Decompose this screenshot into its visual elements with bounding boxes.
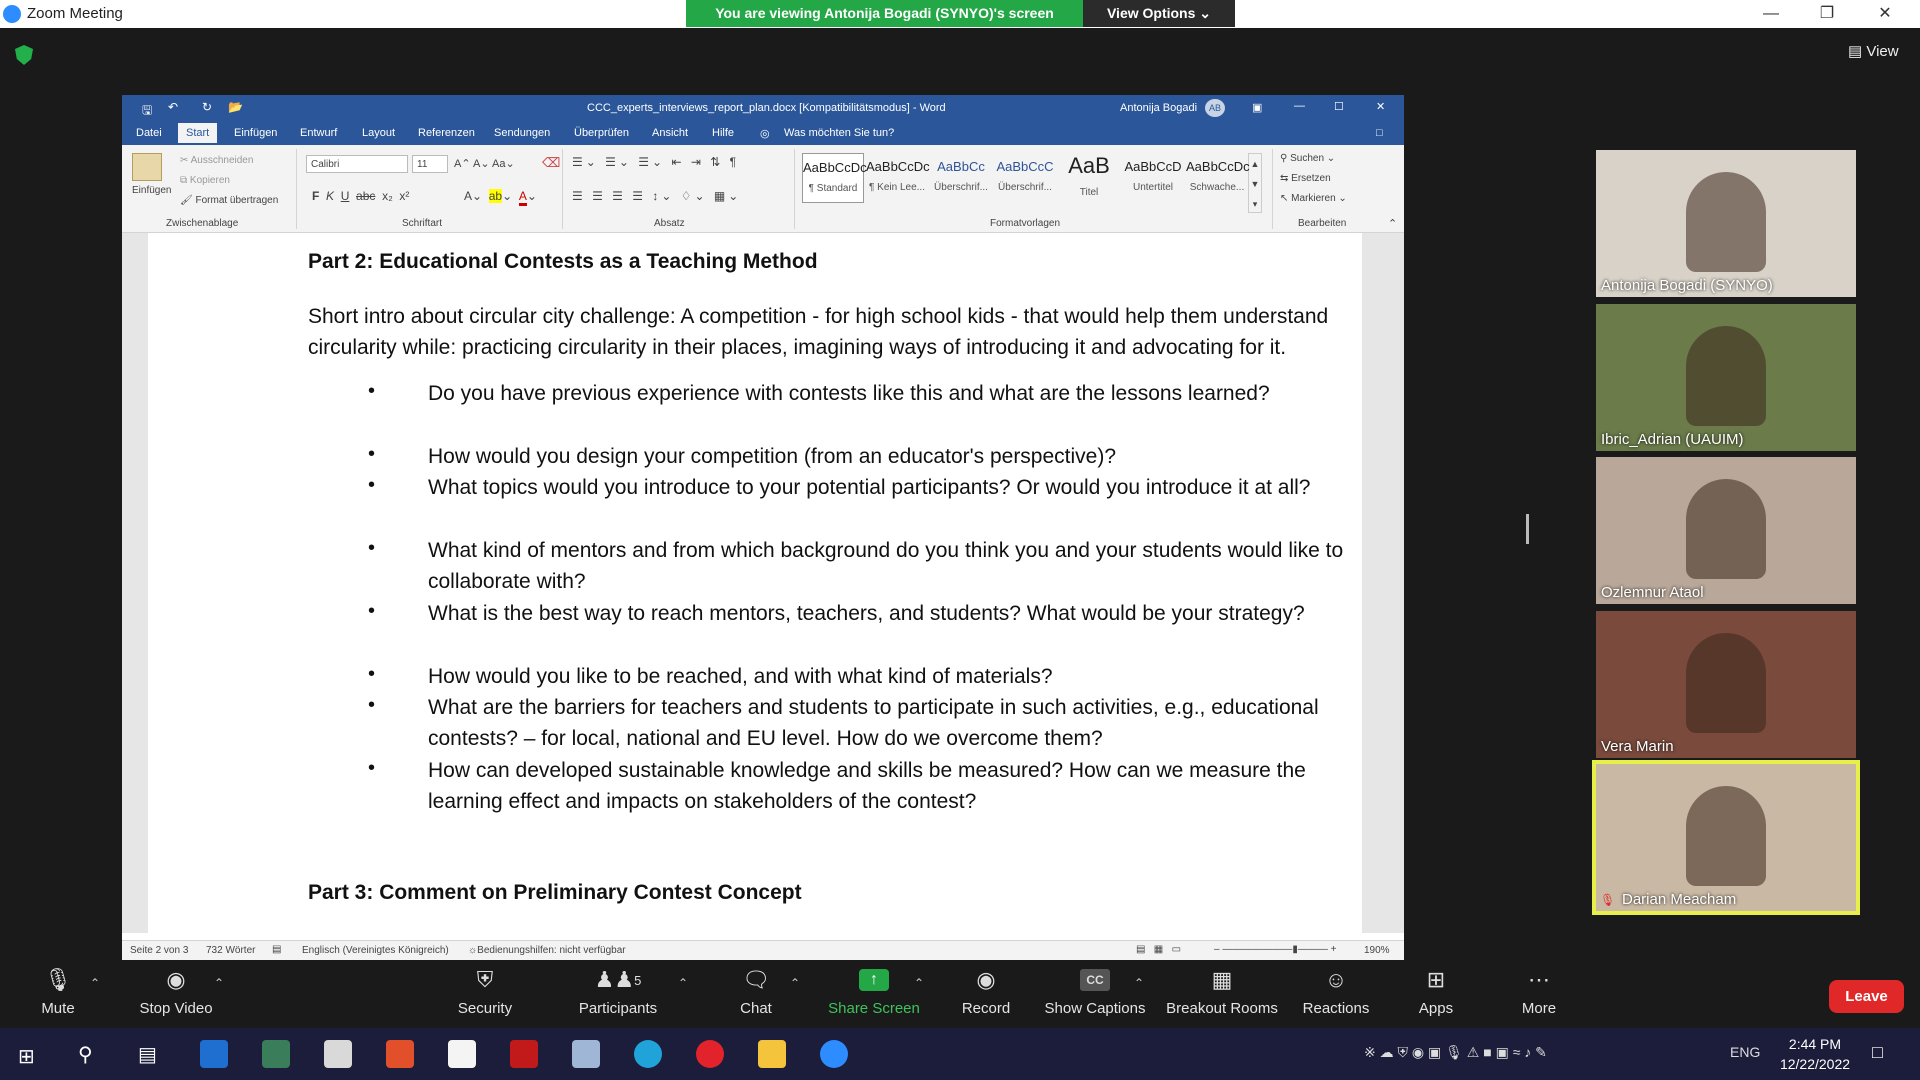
select-button[interactable]: ↖ Markieren ⌄ xyxy=(1280,193,1347,204)
zoom-slider[interactable]: – ———————▮——— + xyxy=(1214,944,1337,955)
bullet-icon: • xyxy=(368,474,376,496)
encryption-shield-icon[interactable] xyxy=(15,45,33,65)
tray-icons[interactable]: ※ ☁ ⛨ ◉ ▣ 🎙 ⚠ ■ ▣ ≈ ♪ ✎ xyxy=(1364,1044,1547,1060)
word-maximize-icon[interactable]: ☐ xyxy=(1334,101,1344,113)
bullet-icon: • xyxy=(368,663,376,685)
style-name: ¶ Kein Lee... xyxy=(869,182,925,193)
style-name: Überschrif... xyxy=(934,182,988,193)
security-shield-icon: ⛨ xyxy=(476,967,494,992)
paste-icon[interactable] xyxy=(132,153,162,181)
calculator-icon[interactable] xyxy=(262,1040,290,1068)
word-minimize-icon[interactable]: — xyxy=(1294,100,1305,112)
tab-sendungen[interactable]: Sendungen xyxy=(494,127,551,139)
list-item: What is the best way to reach mentors, teachers, and students? What would be your strategy? xyxy=(428,602,1305,625)
tab-layout[interactable]: Layout xyxy=(362,127,396,139)
ribbon-display-icon[interactable]: ▣ xyxy=(1252,102,1263,114)
style-sample: AaBbCcDc xyxy=(1186,159,1250,174)
save-icon[interactable]: 🖫 xyxy=(142,103,153,117)
style-name: Untertitel xyxy=(1132,182,1173,193)
muted-mic-icon: 🎙 xyxy=(1600,893,1616,907)
list-item: What kind of mentors and from which background do you think you and your students would like to collaborate with? xyxy=(428,539,1344,593)
word-close-icon[interactable]: ✕ xyxy=(1376,101,1386,113)
tab-ansicht[interactable]: Ansicht xyxy=(652,127,689,139)
style-item[interactable] xyxy=(1186,153,1248,203)
format-painter-button[interactable]: 🖌 Format übertragen xyxy=(180,195,279,206)
list-item: How would you design your competition (from an educator's perspective)? xyxy=(428,445,1117,468)
more-button[interactable]: ⋯ More xyxy=(1514,960,1564,1028)
redo-icon[interactable]: ↻ xyxy=(202,100,213,114)
open-icon[interactable]: 📂 xyxy=(228,100,243,114)
file-explorer-icon[interactable] xyxy=(758,1040,786,1068)
stop-video-button[interactable]: ◉ Stop Video xyxy=(126,960,226,1028)
list-item: What topics would you introduce to your potential participants? Or would you introduce it at all? xyxy=(428,476,1311,499)
style-sample: AaB xyxy=(1068,153,1110,178)
microphone-icon: 🎙 xyxy=(44,967,72,992)
proofing-icon[interactable]: ▤ xyxy=(272,944,282,955)
security-button[interactable]: ⛨ Security xyxy=(448,960,522,1028)
share-screen-icon: ↑ xyxy=(822,960,926,1000)
list-buttons[interactable]: ☰⌄ ☰⌄ ☰⌄ ⇤ ⇥ ⇅ ¶ xyxy=(572,155,740,169)
document-canvas xyxy=(122,233,1404,933)
font-size-select[interactable]: 11 xyxy=(412,155,448,173)
style-item[interactable] xyxy=(866,153,928,203)
audio-options-caret[interactable]: ⌃ xyxy=(90,976,101,990)
collapse-ribbon-icon[interactable]: ⌃ xyxy=(1388,218,1398,230)
viewing-screen-banner: You are viewing Antonija Bogadi (SYNYO)'s screen xyxy=(686,0,1083,27)
font-grow-shrink-icon[interactable]: A⌃ A⌄ Aa⌄ xyxy=(454,158,515,170)
participant-name: Ozlemnur Ataol xyxy=(1601,584,1704,601)
share-caret[interactable]: ⌃ xyxy=(914,976,925,990)
search-icon[interactable]: ⚲ xyxy=(78,1044,93,1066)
pdf-viewer-icon[interactable] xyxy=(572,1040,600,1068)
style-sample: AaBbCcDc xyxy=(803,160,867,175)
notepad-icon[interactable] xyxy=(448,1040,476,1068)
style-item[interactable] xyxy=(1058,153,1120,203)
zoom-level[interactable]: 190% xyxy=(1364,945,1390,956)
participant-video-tile[interactable] xyxy=(1596,457,1856,604)
tab-datei[interactable]: Datei xyxy=(136,127,162,139)
style-name: Titel xyxy=(1079,187,1099,198)
bullet-icon: • xyxy=(368,443,376,465)
zoom-title-bar xyxy=(0,0,1920,28)
replace-button[interactable]: ⇆ Ersetzen xyxy=(1280,173,1331,184)
style-sample: AaBbCcDc xyxy=(866,159,930,174)
clipboard-group-label: Zwischenablage xyxy=(166,218,239,229)
participant-name: Antonija Bogadi (SYNYO) xyxy=(1601,277,1773,294)
tab-entwurf[interactable]: Entwurf xyxy=(300,127,338,139)
style-item[interactable] xyxy=(994,153,1056,203)
close-icon[interactable]: ✕ xyxy=(1878,5,1892,22)
participant-silhouette xyxy=(1686,633,1766,733)
acrobat-icon[interactable] xyxy=(510,1040,538,1068)
mute-button[interactable]: 🎙 Mute xyxy=(26,960,90,1028)
shared-word-window xyxy=(122,95,1404,960)
windows-taskbar xyxy=(0,1028,1920,1080)
tab-start[interactable]: Start xyxy=(178,123,217,143)
lightbulb-icon: ◎ xyxy=(760,128,770,140)
font-name-select[interactable]: Calibri xyxy=(306,155,408,173)
zoom-window-title: Zoom Meeting xyxy=(27,5,123,22)
word-document-title: CCC_experts_interviews_report_plan.docx [Kompatibilitätsmodus] - Word xyxy=(587,102,946,114)
show-captions-button[interactable]: CC Show Captions xyxy=(1040,960,1150,1028)
style-item[interactable] xyxy=(802,153,867,203)
find-button[interactable]: ⚲ Suchen ⌄ xyxy=(1280,153,1336,164)
clock[interactable]: 2:44 PM 12/22/2022 xyxy=(1779,1036,1851,1072)
style-sample: AaBbCc xyxy=(937,159,985,174)
bullet-icon: • xyxy=(368,600,376,622)
tab-hilfe[interactable]: Hilfe xyxy=(712,127,735,139)
word-status-bar xyxy=(122,940,1404,960)
font-group-label: Schriftart xyxy=(402,218,443,229)
video-options-caret[interactable]: ⌃ xyxy=(214,976,225,990)
list-item: What are the barriers for teachers and students to participate in such activities, e.g., educational contests? – for local, national and EU level. How do we overcome them? xyxy=(428,696,1319,750)
participants-caret[interactable]: ⌃ xyxy=(678,976,689,990)
breakout-rooms-icon: ▦ xyxy=(1211,967,1233,992)
tab-ueberpruefen[interactable]: Überprüfen xyxy=(574,127,630,139)
participant-video-tile[interactable] xyxy=(1596,304,1856,451)
leave-button[interactable]: Leave xyxy=(1829,980,1904,1013)
word-user-name: Antonija Bogadi xyxy=(1120,102,1198,114)
accessibility-status[interactable]: ☼Bedienungshilfen: nicht verfügbar xyxy=(468,945,626,956)
participants-button[interactable]: ♟♟ 5 Participants xyxy=(568,960,668,1028)
apps-icon: ⊞ xyxy=(1426,967,1446,992)
part3-heading: Part 3: Comment on Preliminary Contest Concept xyxy=(308,881,802,904)
tab-einfuegen[interactable]: Einfügen xyxy=(234,127,278,139)
word-count[interactable]: 732 Wörter xyxy=(206,945,256,956)
undo-icon[interactable]: ↶ xyxy=(168,100,179,114)
opera-icon[interactable] xyxy=(696,1040,724,1068)
language-status[interactable]: Englisch (Vereinigtes Königreich) xyxy=(302,945,449,956)
user-avatar[interactable]: AB xyxy=(1205,99,1225,117)
participant-name: Darian Meacham xyxy=(1622,891,1737,908)
minimize-icon[interactable]: — xyxy=(1763,5,1779,22)
list-item: How can developed sustainable knowledge and skills be measured? How can we measure the learning effect and impacts on stakeholders of the contest? xyxy=(428,759,1306,813)
word-title-bar xyxy=(122,95,1404,121)
bullet-icon: • xyxy=(368,757,376,779)
video-camera-icon: ◉ xyxy=(166,967,186,992)
office-icon[interactable] xyxy=(386,1040,414,1068)
breakout-rooms-button[interactable]: ▦ Breakout Rooms xyxy=(1162,960,1282,1028)
style-name: Überschrif... xyxy=(998,182,1052,193)
intro-paragraph: Short intro about circular city challenge: A competition - for high school kids - that would help them understand circularity while: practicing circularity in their places, imagining ways of introducing it and advocating for it. xyxy=(308,305,1329,359)
paragraph-group-label: Absatz xyxy=(654,218,685,229)
zoom-taskbar-icon[interactable] xyxy=(820,1040,848,1068)
language-indicator[interactable]: ENG xyxy=(1730,1044,1761,1060)
chat-caret[interactable]: ⌃ xyxy=(790,976,801,990)
participant-silhouette xyxy=(1686,172,1766,272)
view-mode-icons[interactable]: ▤ ▦ ▭ xyxy=(1136,944,1182,955)
style-sample: AaBbCcC xyxy=(996,159,1054,174)
captions-icon: CC xyxy=(1040,960,1150,1000)
cut-button[interactable]: ✂ Ausschneiden xyxy=(180,155,254,166)
app-icon[interactable] xyxy=(324,1040,352,1068)
zoom-logo-icon xyxy=(3,5,21,23)
task-view-icon[interactable]: ▤ xyxy=(138,1044,157,1066)
restore-icon[interactable]: ❐ xyxy=(1819,5,1835,22)
page-count[interactable]: Seite 2 von 3 xyxy=(130,945,189,956)
tab-referenzen[interactable]: Referenzen xyxy=(418,127,475,139)
bullet-icon: • xyxy=(368,380,376,402)
reactions-button[interactable]: ☺ Reactions xyxy=(1300,960,1372,1028)
view-button[interactable]: ▤ View xyxy=(1848,43,1899,60)
copy-button[interactable]: ⧉ Kopieren xyxy=(180,175,230,186)
style-item[interactable] xyxy=(1122,153,1184,203)
list-item: Do you have previous experience with contests like this and what are the lessons learned? xyxy=(428,382,1270,405)
participant-silhouette xyxy=(1686,479,1766,579)
participant-silhouette xyxy=(1686,326,1766,426)
bullet-icon: • xyxy=(368,694,376,716)
clear-format-icon[interactable]: ⌫ xyxy=(542,155,561,170)
style-name: ¶ Standard xyxy=(808,183,858,194)
comments-icon[interactable]: □ xyxy=(1376,127,1383,139)
apps-button[interactable]: ⊞ Apps xyxy=(1414,960,1458,1028)
editing-group-label: Bearbeiten xyxy=(1298,218,1347,229)
participant-silhouette xyxy=(1686,786,1766,886)
split-view-divider[interactable] xyxy=(1526,514,1529,544)
participant-name: Vera Marin xyxy=(1601,738,1674,755)
style-item[interactable] xyxy=(930,153,992,203)
share-screen-button[interactable]: ↑ Share Screen xyxy=(822,960,926,1028)
list-item: How would you like to be reached, and with what kind of materials? xyxy=(428,665,1053,688)
text-effects-icon[interactable]: A⌄ ab⌄ A⌄ xyxy=(464,189,537,203)
participant-video-tile[interactable] xyxy=(1596,150,1856,297)
meeting-toolbar xyxy=(0,960,1920,1028)
style-name: Schwache... xyxy=(1189,182,1245,193)
participant-name: Ibric_Adrian (UAUIM) xyxy=(1601,431,1744,448)
word-ribbon-tabs xyxy=(122,121,1404,145)
participants-icon: ♟♟ 5 xyxy=(594,967,642,992)
style-sample: AaBbCcD xyxy=(1124,159,1182,174)
paste-button[interactable]: Einfügen xyxy=(132,185,172,196)
record-icon: ◉ xyxy=(976,967,996,992)
tell-me-search[interactable]: Was möchten Sie tun? xyxy=(784,127,895,139)
reactions-icon: ☺ xyxy=(1324,967,1348,992)
more-dots-icon: ⋯ xyxy=(1528,967,1550,992)
part2-heading: Part 2: Educational Contests as a Teaching Method xyxy=(308,250,818,273)
styles-scroll[interactable]: ▲ ▼ ▾ xyxy=(1248,153,1262,213)
participant-video-tile[interactable] xyxy=(1596,611,1856,758)
bullet-icon: • xyxy=(368,537,376,559)
edge-icon[interactable] xyxy=(634,1040,662,1068)
windows-start-icon[interactable]: ⊞ xyxy=(18,1046,35,1068)
view-options-button[interactable]: View Options ⌄ xyxy=(1083,0,1235,27)
participant-video-tile[interactable] xyxy=(1596,764,1856,911)
notifications-icon[interactable]: □ xyxy=(1872,1042,1883,1062)
record-button[interactable]: ◉ Record xyxy=(954,960,1018,1028)
captions-caret[interactable]: ⌃ xyxy=(1134,976,1145,990)
chat-button[interactable]: 🗨 Chat xyxy=(728,960,784,1028)
styles-group-label: Formatvorlagen xyxy=(990,218,1061,229)
chat-bubble-icon: 🗨 xyxy=(742,967,770,992)
align-buttons[interactable]: ☰ ☰ ☰ ☰ ↕⌄ ♢⌄ ▦⌄ xyxy=(572,189,742,203)
document-page[interactable] xyxy=(148,233,1362,933)
word-ribbon xyxy=(122,145,1404,233)
format-buttons[interactable]: F K U abc x₂ x² xyxy=(312,189,410,203)
outlook-icon[interactable] xyxy=(200,1040,228,1068)
